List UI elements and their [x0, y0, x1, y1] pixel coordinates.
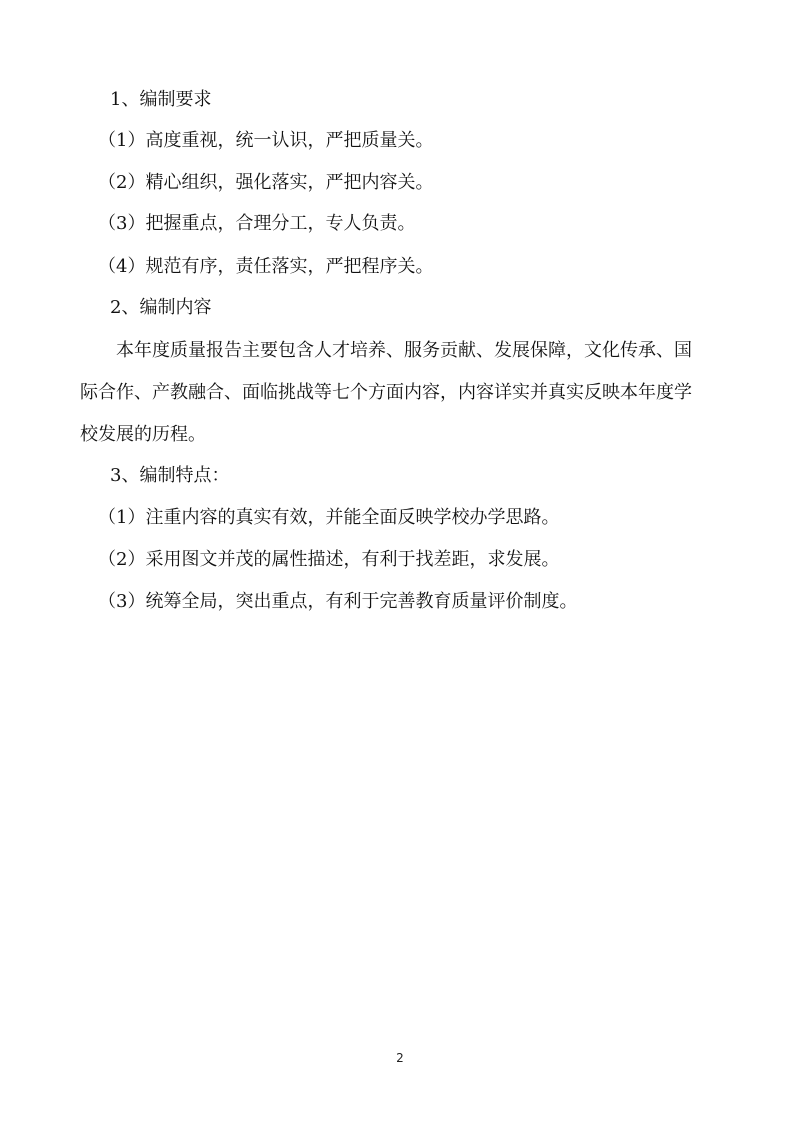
page-number: 2 — [396, 1051, 404, 1065]
requirement-item-4: （4）规范有序，责任落实，严把程序关。 — [98, 256, 434, 277]
requirement-item-1: （1）高度重视，统一认识，严把质量关。 — [98, 130, 434, 151]
feature-item-3: （3）统筹全局，突出重点，有利于完善教育质量评价制度。 — [98, 591, 578, 612]
section-1-heading: 1、编制要求 — [110, 89, 212, 110]
content-paragraph-line-3: 校发展的历程。 — [80, 424, 206, 445]
feature-item-1: （1）注重内容的真实有效，并能全面反映学校办学思路。 — [98, 507, 560, 528]
feature-item-2: （2）采用图文并茂的属性描述，有利于找差距，求发展。 — [98, 549, 560, 570]
section-2-heading: 2、编制内容 — [110, 297, 212, 318]
section-3-heading: 3、编制特点： — [110, 465, 230, 486]
requirement-item-3: （3）把握重点，合理分工，专人负责。 — [98, 213, 416, 234]
content-paragraph-line-1: 本年度质量报告主要包含人才培养、服务贡献、发展保障，文化传承、国 — [116, 340, 692, 361]
content-paragraph-line-2: 际合作、产教融合、面临挑战等七个方面内容，内容详实并真实反映本年度学 — [80, 382, 692, 403]
requirement-item-2: （2）精心组织，强化落实，严把内容关。 — [98, 172, 434, 193]
